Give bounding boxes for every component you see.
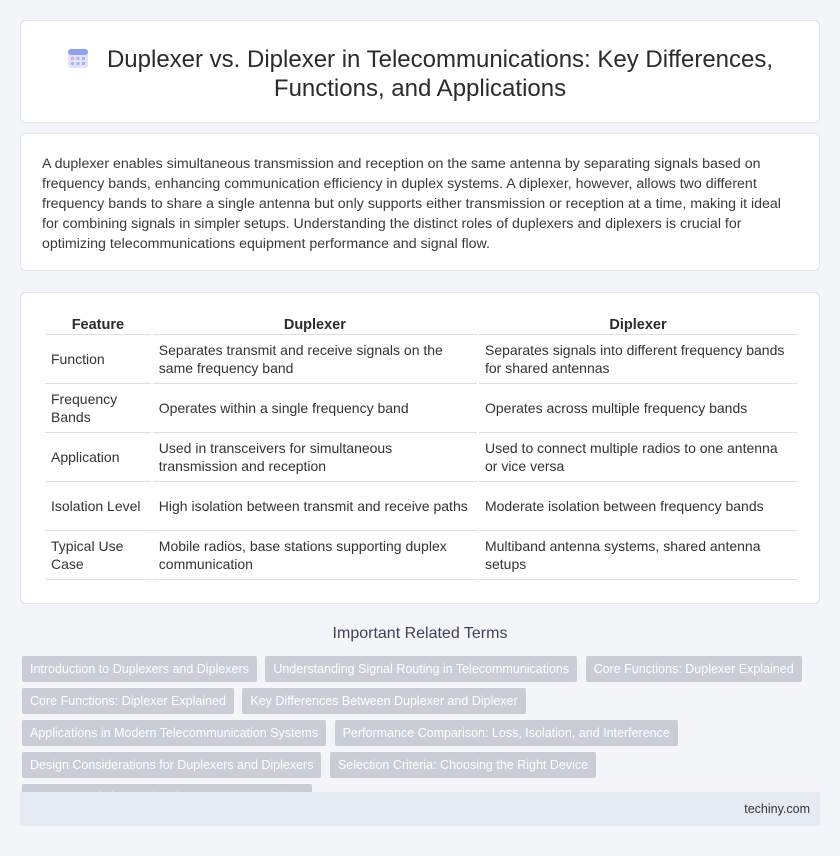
related-term-link[interactable]: Design Considerations for Duplexers and Diplexers — [22, 752, 321, 778]
table-cell: Operates across multiple frequency bands — [479, 384, 797, 433]
footer — [20, 792, 820, 826]
table-cell: Isolation Level — [45, 482, 151, 531]
related-term-link[interactable]: Performance Comparison: Loss, Isolation, and Interference — [335, 720, 678, 746]
related-term-link[interactable]: Key Differences Between Duplexer and Diplexer — [242, 688, 525, 714]
table-cell: Mobile radios, base stations supporting duplex communication — [153, 531, 477, 580]
column-header-feature: Feature — [45, 315, 151, 335]
table-cell: Multiband antenna systems, shared antenna setups — [479, 531, 797, 580]
table-cell: Moderate isolation between frequency bands — [479, 482, 797, 531]
table-cell: Frequency Bands — [45, 384, 151, 433]
table-cell: Used to connect multiple radios to one antenna or vice versa — [479, 433, 797, 482]
table-header-row — [45, 315, 797, 335]
footer-site-link[interactable]: techiny.com — [744, 802, 810, 816]
related-term-link[interactable]: Selection Criteria: Choosing the Right Device — [330, 752, 596, 778]
calendar-grid-icon — [67, 47, 89, 69]
comparison-card — [20, 292, 820, 604]
table-row — [45, 335, 797, 384]
related-term-link[interactable]: Core Functions: Duplexer Explained — [586, 656, 802, 682]
table-cell: Operates within a single frequency band — [153, 384, 477, 433]
table-row — [45, 531, 797, 580]
table-row — [45, 482, 797, 531]
comparison-table — [43, 315, 799, 580]
table-cell: Used in transceivers for simultaneous transmission and reception — [153, 433, 477, 482]
page-title-wrap — [21, 45, 819, 103]
related-term-link[interactable]: Understanding Signal Routing in Telecommunications — [265, 656, 577, 682]
table-cell: Separates signals into different frequency bands for shared antennas — [479, 335, 797, 384]
table-row — [45, 433, 797, 482]
related-term-link[interactable]: Core Functions: Diplexer Explained — [22, 688, 234, 714]
related-term-link[interactable]: Applications in Modern Telecommunication Systems — [22, 720, 326, 746]
table-cell: High isolation between transmit and receive paths — [153, 482, 477, 531]
table-cell: Application — [45, 433, 151, 482]
title-card — [20, 20, 820, 123]
intro-paragraph: A duplexer enables simultaneous transmission and reception on the same antenna by separating signals based on frequency bands, enhancing communication efficiency in duplex systems. A diplexer, however, allows two different frequency bands to share a single antenna but only supports either transmission or reception at a time, making it ideal for combining signals in simpler setups. Understanding the distinct roles of duplexers and diplexers is crucial for optimizing telecommunications equipment performance and signal flow. — [42, 156, 781, 252]
table-cell: Typical Use Case — [45, 531, 151, 580]
table-cell: Separates transmit and receive signals on the same frequency band — [153, 335, 477, 384]
column-header-diplexer: Diplexer — [479, 315, 797, 335]
related-term-link[interactable]: Introduction to Duplexers and Diplexers — [22, 656, 257, 682]
table-cell: Function — [45, 335, 151, 384]
column-header-duplexer: Duplexer — [153, 315, 477, 335]
page-title: Duplexer vs. Diplexer in Telecommunications: Key Differences, Functions, and Applications — [106, 46, 774, 102]
table-row — [45, 384, 797, 433]
intro-card — [20, 133, 820, 271]
related-terms-heading: Important Related Terms — [332, 625, 508, 642]
